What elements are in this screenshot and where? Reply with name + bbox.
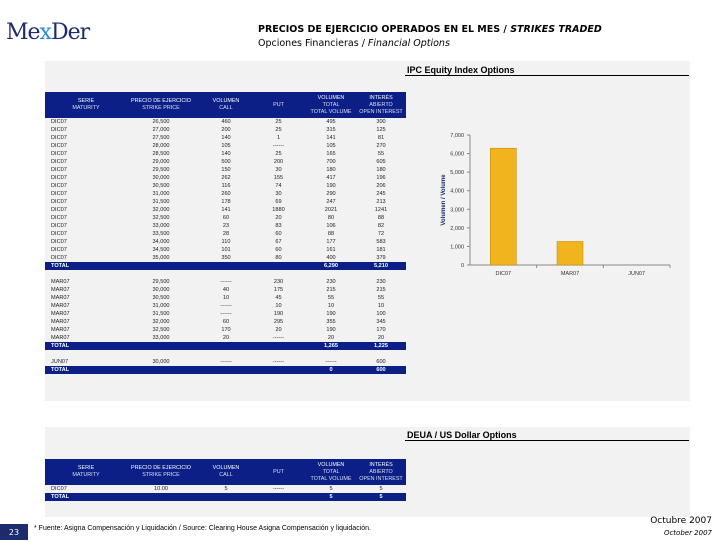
table-cell: 600 xyxy=(376,359,386,365)
table-cell: DIC07 xyxy=(51,127,67,133)
table-cell: 82 xyxy=(377,223,385,229)
table-cell: 32,500 xyxy=(152,327,170,333)
table-cell xyxy=(121,262,201,270)
table-cell xyxy=(251,342,306,350)
table-cell: MAR07 xyxy=(51,279,70,285)
table-row xyxy=(45,334,406,342)
y-axis-title: Volumen / Volume xyxy=(441,174,447,226)
table-cell: 34,500 xyxy=(152,247,170,253)
total-row xyxy=(45,262,406,270)
table-cell: MAR07 xyxy=(51,327,70,333)
table-cell: 170 xyxy=(376,327,386,333)
table-cell: 20 xyxy=(222,335,230,341)
bar-mar07 xyxy=(557,242,583,265)
y-tick-label: 1,000 xyxy=(450,244,464,251)
table-cell: 6,290 xyxy=(306,262,356,270)
table-cell: ------ xyxy=(220,303,232,309)
table-cell: DIC07 xyxy=(51,247,67,253)
table-cell: 40 xyxy=(222,287,230,293)
y-tick-label: 4,000 xyxy=(450,188,464,195)
table-cell: ------ xyxy=(272,359,285,365)
table-cell: ------ xyxy=(220,359,232,365)
table-row xyxy=(45,294,406,302)
table-cell: 30,500 xyxy=(152,295,170,301)
date-english: October 2007 xyxy=(663,529,712,537)
column-header xyxy=(121,92,201,118)
table-cell: 200 xyxy=(221,127,231,133)
table-cell: 28,500 xyxy=(152,151,170,157)
table-cell: DIC07 xyxy=(51,199,67,205)
x-tick-label: DIC07 xyxy=(495,271,512,277)
table-cell: ------ xyxy=(272,143,285,149)
table-cell xyxy=(201,366,251,374)
table-cell: 30,000 xyxy=(152,175,170,181)
table-cell: 55 xyxy=(377,151,385,157)
table-row xyxy=(45,126,406,134)
table-cell: 31,000 xyxy=(152,303,170,309)
table-cell xyxy=(201,262,251,270)
ipc-table-container xyxy=(45,92,406,374)
table-cell: 30 xyxy=(275,167,282,173)
volume-bar-chart xyxy=(415,125,685,285)
table-cell: 460 xyxy=(221,119,231,125)
table-cell: 583 xyxy=(376,239,386,245)
column-header-line: ABIERTO xyxy=(369,101,393,108)
column-header-line: TOTAL VOLUME xyxy=(310,108,352,115)
table-cell: 355 xyxy=(326,319,336,325)
table-row xyxy=(45,214,406,222)
table-cell: 178 xyxy=(221,199,231,205)
y-tick-label: 3,000 xyxy=(450,207,464,214)
table-row xyxy=(45,134,406,142)
table-row xyxy=(45,310,406,318)
column-header-line: PUT xyxy=(273,468,284,475)
table-cell: 140 xyxy=(221,135,231,141)
table-spacer-cell xyxy=(45,270,406,278)
table-cell: 295 xyxy=(273,319,284,325)
table-cell: 190 xyxy=(326,327,336,333)
table-cell: TOTAL xyxy=(45,366,121,374)
column-header xyxy=(356,92,406,118)
table-cell xyxy=(201,493,251,501)
table-row xyxy=(45,206,406,214)
column-header-line: VOLUMEN xyxy=(317,94,345,101)
table-cell: MAR07 xyxy=(51,311,70,317)
table-cell: 34,000 xyxy=(152,239,170,245)
table-header-row xyxy=(45,92,406,118)
table-cell: 1241 xyxy=(374,207,388,213)
table-cell: 10 xyxy=(222,295,230,301)
table-cell: 30 xyxy=(275,191,282,197)
x-tick-label: JUN07 xyxy=(628,271,646,277)
table-cell: DIC07 xyxy=(51,486,67,492)
table-cell: 1,225 xyxy=(356,342,406,350)
table-row xyxy=(45,238,406,246)
table-cell: 33,000 xyxy=(152,223,170,229)
table-cell: 170 xyxy=(221,327,231,333)
table-cell: 500 xyxy=(221,159,231,165)
column-header xyxy=(251,92,306,118)
table-cell: 101 xyxy=(221,247,231,253)
table-cell: 31,500 xyxy=(152,199,170,205)
table-cell: 5,210 xyxy=(356,262,406,270)
table-cell: 10 xyxy=(327,303,335,309)
column-header-line: STRIKE PRICE xyxy=(142,105,180,111)
table-cell: 116 xyxy=(221,183,231,189)
column-header-line: CALL xyxy=(219,472,233,478)
table-cell: 29,500 xyxy=(152,167,170,173)
table-row xyxy=(45,158,406,166)
table-cell: 25 xyxy=(275,119,282,125)
total-row xyxy=(45,342,406,350)
table-row xyxy=(45,230,406,238)
table-cell: 105 xyxy=(221,143,231,149)
table-cell: 55 xyxy=(327,295,335,301)
table-cell: 80 xyxy=(275,255,282,261)
table-cell: 1,265 xyxy=(306,342,356,350)
table-cell: 600 xyxy=(356,366,406,374)
table-cell: 230 xyxy=(273,279,284,285)
column-header-line: ABIERTO xyxy=(369,468,393,475)
table-cell: DIC07 xyxy=(51,119,67,125)
column-header-line: PUT xyxy=(273,101,284,108)
column-header-line: TOTAL xyxy=(322,101,340,108)
table-cell: 10 xyxy=(377,303,385,309)
table-cell: 230 xyxy=(326,279,336,285)
table-cell: 1 xyxy=(276,135,281,141)
table-cell: DIC07 xyxy=(51,151,67,157)
column-header xyxy=(306,92,356,118)
table-cell: ------ xyxy=(220,311,232,317)
table-cell: 26,500 xyxy=(152,119,170,125)
table-cell: 0 xyxy=(306,366,356,374)
table-row xyxy=(45,358,406,366)
table-cell: 181 xyxy=(376,247,386,253)
mexder-logo: MexDer xyxy=(6,20,90,45)
table-cell: 100 xyxy=(376,311,386,317)
table-header-row xyxy=(45,459,406,485)
table-cell: DIC07 xyxy=(51,143,67,149)
column-header xyxy=(45,92,121,118)
table-cell xyxy=(201,342,251,350)
table-cell: 700 xyxy=(326,159,336,165)
table-cell: 60 xyxy=(275,247,282,253)
table-cell: 140 xyxy=(221,151,231,157)
table-cell: 247 xyxy=(326,199,336,205)
bar-dic07 xyxy=(490,148,516,265)
column-header-line: OPEN INTEREST xyxy=(359,108,403,115)
column-header xyxy=(45,459,121,485)
column-header-line: VOLUMEN xyxy=(317,461,345,468)
table-cell: MAR07 xyxy=(51,295,70,301)
table-cell: 32,000 xyxy=(152,207,170,213)
table-cell: 315 xyxy=(326,127,336,133)
table-cell: DIC07 xyxy=(51,231,67,237)
table-cell: 215 xyxy=(326,287,336,293)
column-header-line: TOTAL xyxy=(322,468,340,475)
page-subtitle: Opciones Financieras / Financial Options xyxy=(258,38,450,49)
table-cell: 20 xyxy=(377,335,385,341)
table-cell: 190 xyxy=(326,311,336,317)
table-row xyxy=(45,246,406,254)
table-cell: TOTAL xyxy=(45,493,121,501)
ipc-strikes-table xyxy=(45,92,406,374)
table-cell: 200 xyxy=(273,159,284,165)
table-cell: 245 xyxy=(376,191,386,197)
page-title: PRECIOS DE EJERCICIO OPERADOS EN EL MES / STRIKES TRADED xyxy=(258,24,602,35)
column-header xyxy=(201,92,251,118)
table-cell: MAR07 xyxy=(51,335,70,341)
total-row xyxy=(45,366,406,374)
table-cell: DIC07 xyxy=(51,223,67,229)
column-header xyxy=(251,459,306,485)
table-cell xyxy=(251,493,306,501)
table-cell: 32,500 xyxy=(152,215,170,221)
table-cell: 190 xyxy=(273,311,284,317)
table-cell: 215 xyxy=(376,287,386,293)
table-cell: 180 xyxy=(326,167,336,173)
table-cell: 105 xyxy=(326,143,336,149)
table-cell: 300 xyxy=(376,119,386,125)
table-cell: 55 xyxy=(377,295,385,301)
deua-strikes-table xyxy=(45,459,406,501)
table-cell: 5 xyxy=(224,486,228,492)
column-header xyxy=(306,459,356,485)
table-cell: 5 xyxy=(356,493,406,501)
table-cell: 155 xyxy=(273,175,284,181)
table-cell: 28,000 xyxy=(152,143,170,149)
table-cell: MAR07 xyxy=(51,287,70,293)
table-cell: 29,000 xyxy=(152,159,170,165)
table-cell: 10 xyxy=(275,303,282,309)
table-cell: 88 xyxy=(377,215,385,221)
table-cell: 60 xyxy=(222,319,230,325)
column-header-line: INTERÉS xyxy=(369,94,393,101)
table-cell: 60 xyxy=(275,231,282,237)
table-cell: ------ xyxy=(272,335,285,341)
table-row xyxy=(45,286,406,294)
table-cell: 605 xyxy=(376,159,386,165)
table-cell: 67 xyxy=(275,239,282,245)
table-cell: 345 xyxy=(376,319,386,325)
table-cell: ------ xyxy=(272,486,285,492)
column-header-line: CALL xyxy=(219,105,233,111)
total-row xyxy=(45,493,406,501)
table-cell: DIC07 xyxy=(51,207,67,213)
table-cell: 180 xyxy=(376,167,386,173)
table-spacer xyxy=(45,350,406,358)
table-cell: 30,000 xyxy=(152,287,170,293)
y-tick-label: 7,000 xyxy=(450,133,464,139)
table-cell xyxy=(121,342,201,350)
table-row xyxy=(45,190,406,198)
table-cell: 30,000 xyxy=(152,359,170,365)
table-cell: 33,500 xyxy=(152,231,170,237)
column-header-line: PRECIO DE EJERCICIO xyxy=(131,465,191,471)
table-row xyxy=(45,182,406,190)
column-header-line: SERIE xyxy=(77,465,95,471)
column-header-line: SERIE xyxy=(77,98,95,104)
column-header-line: PRECIO DE EJERCICIO xyxy=(131,98,191,104)
table-cell: 30,500 xyxy=(152,183,170,189)
table-cell xyxy=(251,262,306,270)
column-header xyxy=(356,459,406,485)
column-header-line: MATURITY xyxy=(72,472,100,478)
table-cell: 106 xyxy=(326,223,336,229)
table-cell: ------ xyxy=(325,359,337,365)
table-cell: 110 xyxy=(221,239,231,245)
table-cell: 206 xyxy=(376,183,386,189)
table-cell: 141 xyxy=(326,135,336,141)
column-header-line: OPEN INTEREST xyxy=(359,475,403,482)
table-cell: DIC07 xyxy=(51,183,67,189)
table-cell: 5 xyxy=(379,486,383,492)
ipc-section-rule xyxy=(405,75,689,76)
table-cell: 72 xyxy=(377,231,385,237)
table-cell: 213 xyxy=(376,199,386,205)
table-cell: DIC07 xyxy=(51,159,67,165)
table-cell: DIC07 xyxy=(51,215,67,221)
table-cell: 379 xyxy=(376,255,386,261)
table-cell: 125 xyxy=(376,127,386,133)
x-tick-label: MAR07 xyxy=(560,271,580,277)
table-spacer xyxy=(45,270,406,278)
table-row xyxy=(45,485,406,493)
table-cell: DIC07 xyxy=(51,135,67,141)
table-row xyxy=(45,166,406,174)
table-cell: MAR07 xyxy=(51,303,70,309)
table-cell: ------ xyxy=(220,279,232,285)
table-row xyxy=(45,222,406,230)
y-tick-label: 5,000 xyxy=(450,170,464,177)
table-cell: 2021 xyxy=(324,207,338,213)
table-cell: 33,000 xyxy=(152,335,170,341)
column-header-line: STRIKE PRICE xyxy=(142,472,180,478)
table-cell: 25 xyxy=(275,151,282,157)
table-cell: 45 xyxy=(275,295,282,301)
table-cell: 262 xyxy=(221,175,231,181)
table-cell: 60 xyxy=(222,215,230,221)
column-header-line: INTERÉS xyxy=(369,461,393,468)
table-cell: 88 xyxy=(327,231,335,237)
table-cell: MAR07 xyxy=(51,319,70,325)
table-cell: 190 xyxy=(326,183,336,189)
table-cell: 177 xyxy=(326,239,336,245)
table-cell: 165 xyxy=(326,151,336,157)
table-cell: 28 xyxy=(222,231,230,237)
table-cell: 80 xyxy=(327,215,335,221)
table-row xyxy=(45,198,406,206)
table-cell: DIC07 xyxy=(51,191,67,197)
table-cell: 35,000 xyxy=(152,255,170,261)
table-cell: 31,000 xyxy=(152,191,170,197)
table-cell xyxy=(121,366,201,374)
table-cell: 290 xyxy=(326,191,336,197)
table-cell: TOTAL xyxy=(45,342,121,350)
table-row xyxy=(45,142,406,150)
table-row xyxy=(45,174,406,182)
table-cell: 83 xyxy=(275,223,282,229)
table-cell: 31,500 xyxy=(152,311,170,317)
table-cell: 69 xyxy=(275,199,282,205)
table-cell: 32,000 xyxy=(152,319,170,325)
table-cell: JUN07 xyxy=(51,359,69,365)
table-cell: TOTAL xyxy=(45,262,121,270)
source-note: * Fuente: Asigna Compensación y Liquidación / Source: Clearing House Asigna Compensación y liquidación. xyxy=(34,525,371,532)
deua-section-rule xyxy=(405,440,689,441)
deua-section-title: DEUA / US Dollar Options xyxy=(407,430,517,440)
table-cell: 27,500 xyxy=(152,135,170,141)
table-cell: 20 xyxy=(275,327,282,333)
table-cell: 150 xyxy=(221,167,231,173)
table-cell xyxy=(251,366,306,374)
column-header-line: MATURITY xyxy=(72,105,100,111)
page-number: 23 xyxy=(0,524,28,540)
column-header-line: VOLUMEN xyxy=(212,465,240,471)
table-cell: DIC07 xyxy=(51,255,67,261)
table-row xyxy=(45,118,406,126)
table-cell: 5 xyxy=(329,486,333,492)
table-cell: 175 xyxy=(273,287,284,293)
column-header xyxy=(121,459,201,485)
table-cell: 23 xyxy=(222,223,230,229)
column-header xyxy=(201,459,251,485)
ipc-section-title: IPC Equity Index Options xyxy=(407,65,515,75)
table-cell: 25 xyxy=(275,127,282,133)
table-spacer-cell xyxy=(45,350,406,358)
table-cell xyxy=(121,493,201,501)
table-cell: 10.00 xyxy=(154,486,168,492)
table-cell: 74 xyxy=(275,183,282,189)
table-row xyxy=(45,278,406,286)
table-cell: 5 xyxy=(306,493,356,501)
table-cell: 196 xyxy=(376,175,386,181)
table-cell: 27,000 xyxy=(152,127,170,133)
column-header-line: TOTAL VOLUME xyxy=(310,475,352,482)
ipc-volume-chart xyxy=(415,125,685,289)
table-cell: 495 xyxy=(326,119,336,125)
y-tick-label: 0 xyxy=(460,263,464,269)
table-row xyxy=(45,254,406,262)
y-tick-label: 2,000 xyxy=(450,225,464,232)
table-cell: 29,500 xyxy=(152,279,170,285)
column-header-line: VOLUMEN xyxy=(212,98,240,104)
deua-table-container xyxy=(45,459,406,501)
table-cell: DIC07 xyxy=(51,239,67,245)
table-cell: 141 xyxy=(221,207,231,213)
table-cell: DIC07 xyxy=(51,167,67,173)
table-cell: 270 xyxy=(376,143,386,149)
table-row xyxy=(45,318,406,326)
table-cell: 230 xyxy=(376,279,386,285)
table-cell: 417 xyxy=(326,175,336,181)
table-cell: 161 xyxy=(326,247,336,253)
table-cell: 1880 xyxy=(272,207,285,213)
table-cell: 350 xyxy=(221,255,231,261)
table-row xyxy=(45,302,406,310)
table-cell: 20 xyxy=(275,215,282,221)
table-cell: 81 xyxy=(377,135,385,141)
date-spanish: Octubre 2007 xyxy=(650,516,712,526)
table-cell: 260 xyxy=(221,191,231,197)
table-cell: DIC07 xyxy=(51,175,67,181)
table-cell: 400 xyxy=(326,255,336,261)
y-tick-label: 6,000 xyxy=(450,151,464,158)
table-row xyxy=(45,326,406,334)
table-row xyxy=(45,150,406,158)
table-cell: 20 xyxy=(327,335,335,341)
